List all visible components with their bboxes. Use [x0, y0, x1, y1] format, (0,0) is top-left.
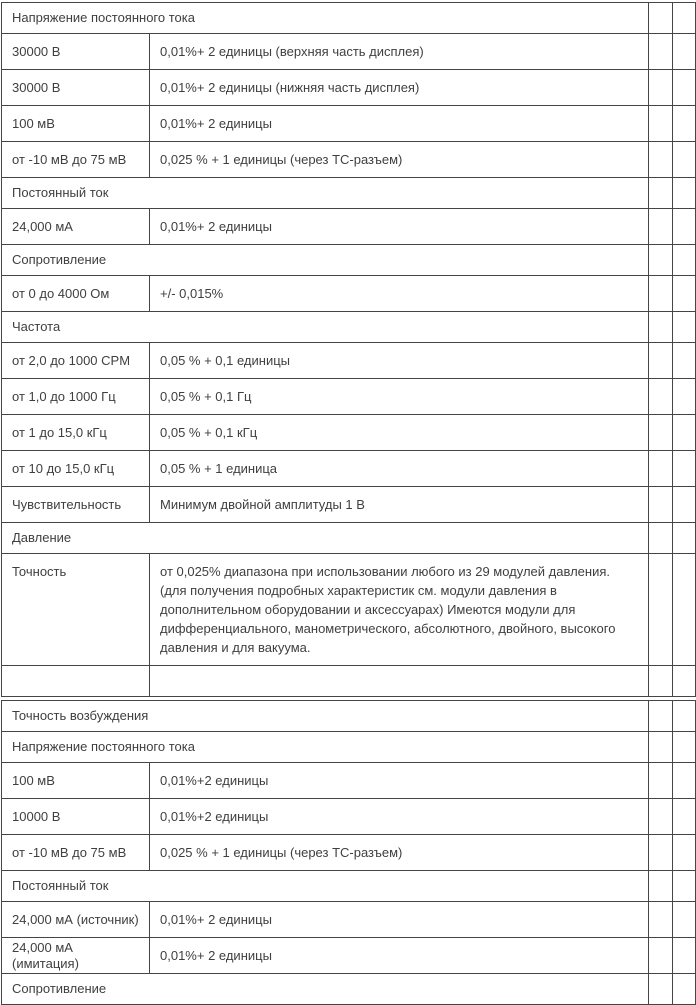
narrow-cell-1: [649, 938, 673, 974]
range-cell: Чувствительность: [2, 487, 150, 523]
spec-cell: +/- 0,015%: [150, 276, 649, 312]
section-label-cell: Точность возбуждения: [2, 701, 649, 732]
spec-cell: 0,01%+ 2 единицы: [150, 938, 649, 974]
narrow-cell-1: [649, 732, 673, 763]
spec-cell: Минимум двойной амплитуды 1 В: [150, 487, 649, 523]
range-cell: [2, 666, 150, 697]
spec-row: [2, 451, 696, 487]
spec-row: [2, 487, 696, 523]
spec-row: [2, 938, 696, 974]
narrow-cell-1: [649, 379, 673, 415]
spec-row: [2, 902, 696, 938]
spec-row: [2, 763, 696, 799]
section-row: [2, 178, 696, 209]
narrow-cell-1: [649, 554, 673, 666]
range-cell: от -10 мВ до 75 мВ: [2, 835, 150, 871]
measurement-specs-body: [2, 3, 696, 697]
spec-row: [2, 343, 696, 379]
section-label-cell: Постоянный ток: [2, 178, 649, 209]
section-row: [2, 701, 696, 732]
spec-row: [2, 554, 696, 666]
spec-cell: 0,01%+ 2 единицы (нижняя часть дисплея): [150, 70, 649, 106]
spec-cell: 0,01%+ 2 единицы: [150, 106, 649, 142]
narrow-cell-2: [673, 871, 696, 902]
narrow-cell-2: [673, 799, 696, 835]
spec-cell: 0,025 % + 1 единицы (через TC-разъем): [150, 142, 649, 178]
narrow-cell-1: [649, 343, 673, 379]
range-cell: 24,000 мА (имитация): [2, 938, 150, 974]
narrow-cell-1: [649, 451, 673, 487]
section-row: [2, 3, 696, 34]
narrow-cell-1: [649, 835, 673, 871]
narrow-cell-2: [673, 379, 696, 415]
spec-row: [2, 415, 696, 451]
section-row: [2, 871, 696, 902]
narrow-cell-1: [649, 245, 673, 276]
section-row: [2, 245, 696, 276]
narrow-cell-2: [673, 34, 696, 70]
narrow-cell-1: [649, 523, 673, 554]
narrow-cell-1: [649, 799, 673, 835]
narrow-cell-1: [649, 871, 673, 902]
narrow-cell-2: [673, 276, 696, 312]
spec-cell: от 0,025% диапазона при использовании любого из 29 модулей давления. (для получения подробных характеристик см. модули давления в дополнительном оборудовании и аксессуарах) Имеются модули для дифференциального, манометрического, абсолютного, двойного, высокого давления и для вакуума.: [150, 554, 649, 666]
empty-row: [2, 666, 696, 697]
range-cell: от -10 мВ до 75 мВ: [2, 142, 150, 178]
narrow-cell-1: [649, 312, 673, 343]
range-cell: от 2,0 до 1000 CPM: [2, 343, 150, 379]
spec-row: [2, 379, 696, 415]
narrow-cell-2: [673, 701, 696, 732]
spec-row: [2, 34, 696, 70]
narrow-cell-2: [673, 732, 696, 763]
range-cell: Точность: [2, 554, 150, 666]
spec-cell: 0,01%+ 2 единицы: [150, 209, 649, 245]
narrow-cell-1: [649, 276, 673, 312]
range-cell: 30000 В: [2, 34, 150, 70]
section-row: [2, 312, 696, 343]
narrow-cell-2: [673, 763, 696, 799]
narrow-cell-2: [673, 70, 696, 106]
narrow-cell-1: [649, 487, 673, 523]
spec-cell: 0,01%+ 2 единицы (верхняя часть дисплея): [150, 34, 649, 70]
spec-cell: 0,01%+2 единицы: [150, 763, 649, 799]
narrow-cell-1: [649, 70, 673, 106]
narrow-cell-1: [649, 666, 673, 697]
spec-row: [2, 70, 696, 106]
spec-cell: 0,05 % + 0,1 единицы: [150, 343, 649, 379]
narrow-cell-2: [673, 487, 696, 523]
range-cell: 100 мВ: [2, 763, 150, 799]
section-label-cell: Напряжение постоянного тока: [2, 732, 649, 763]
narrow-cell-1: [649, 974, 673, 1005]
range-cell: 24,000 мА (источник): [2, 902, 150, 938]
section-label-cell: Частота: [2, 312, 649, 343]
narrow-cell-1: [649, 763, 673, 799]
section-row: [2, 974, 696, 1005]
spec-cell: 0,025 % + 1 единицы (через TC-разъем): [150, 835, 649, 871]
narrow-cell-1: [649, 3, 673, 34]
spec-row: [2, 835, 696, 871]
narrow-cell-2: [673, 3, 696, 34]
narrow-cell-2: [673, 938, 696, 974]
spec-cell: 0,05 % + 0,1 кГц: [150, 415, 649, 451]
spec-row: [2, 106, 696, 142]
spec-cell: 0,05 % + 0,1 Гц: [150, 379, 649, 415]
narrow-cell-1: [649, 902, 673, 938]
spec-row: [2, 276, 696, 312]
narrow-cell-2: [673, 209, 696, 245]
narrow-cell-2: [673, 835, 696, 871]
narrow-cell-2: [673, 902, 696, 938]
range-cell: 100 мВ: [2, 106, 150, 142]
narrow-cell-1: [649, 106, 673, 142]
narrow-cell-2: [673, 343, 696, 379]
narrow-cell-2: [673, 451, 696, 487]
narrow-cell-2: [673, 974, 696, 1005]
range-cell: от 0 до 4000 Ом: [2, 276, 150, 312]
range-cell: 10000 В: [2, 799, 150, 835]
section-label-cell: Постоянный ток: [2, 871, 649, 902]
measurement-specs-table: [1, 2, 696, 697]
narrow-cell-2: [673, 523, 696, 554]
narrow-cell-1: [649, 701, 673, 732]
section-label-cell: Напряжение постоянного тока: [2, 3, 649, 34]
section-row: [2, 732, 696, 763]
narrow-cell-2: [673, 106, 696, 142]
spec-cell: 0,01%+ 2 единицы: [150, 902, 649, 938]
section-label-cell: Сопротивление: [2, 245, 649, 276]
spec-cell: [150, 666, 649, 697]
spec-row: [2, 209, 696, 245]
spec-row: [2, 799, 696, 835]
spec-row: [2, 142, 696, 178]
narrow-cell-1: [649, 142, 673, 178]
narrow-cell-2: [673, 142, 696, 178]
range-cell: 24,000 мА: [2, 209, 150, 245]
range-cell: от 1 до 15,0 кГц: [2, 415, 150, 451]
range-cell: от 10 до 15,0 кГц: [2, 451, 150, 487]
excitation-specs-body: [2, 701, 696, 1005]
range-cell: 30000 В: [2, 70, 150, 106]
spec-cell: 0,01%+2 единицы: [150, 799, 649, 835]
section-row: [2, 523, 696, 554]
narrow-cell-2: [673, 178, 696, 209]
narrow-cell-1: [649, 209, 673, 245]
excitation-specs-table: [1, 700, 696, 1005]
section-label-cell: Сопротивление: [2, 974, 649, 1005]
narrow-cell-2: [673, 554, 696, 666]
range-cell: от 1,0 до 1000 Гц: [2, 379, 150, 415]
narrow-cell-2: [673, 245, 696, 276]
narrow-cell-1: [649, 415, 673, 451]
narrow-cell-1: [649, 34, 673, 70]
narrow-cell-2: [673, 312, 696, 343]
narrow-cell-2: [673, 666, 696, 697]
spec-cell: 0,05 % + 1 единица: [150, 451, 649, 487]
section-label-cell: Давление: [2, 523, 649, 554]
narrow-cell-1: [649, 178, 673, 209]
narrow-cell-2: [673, 415, 696, 451]
